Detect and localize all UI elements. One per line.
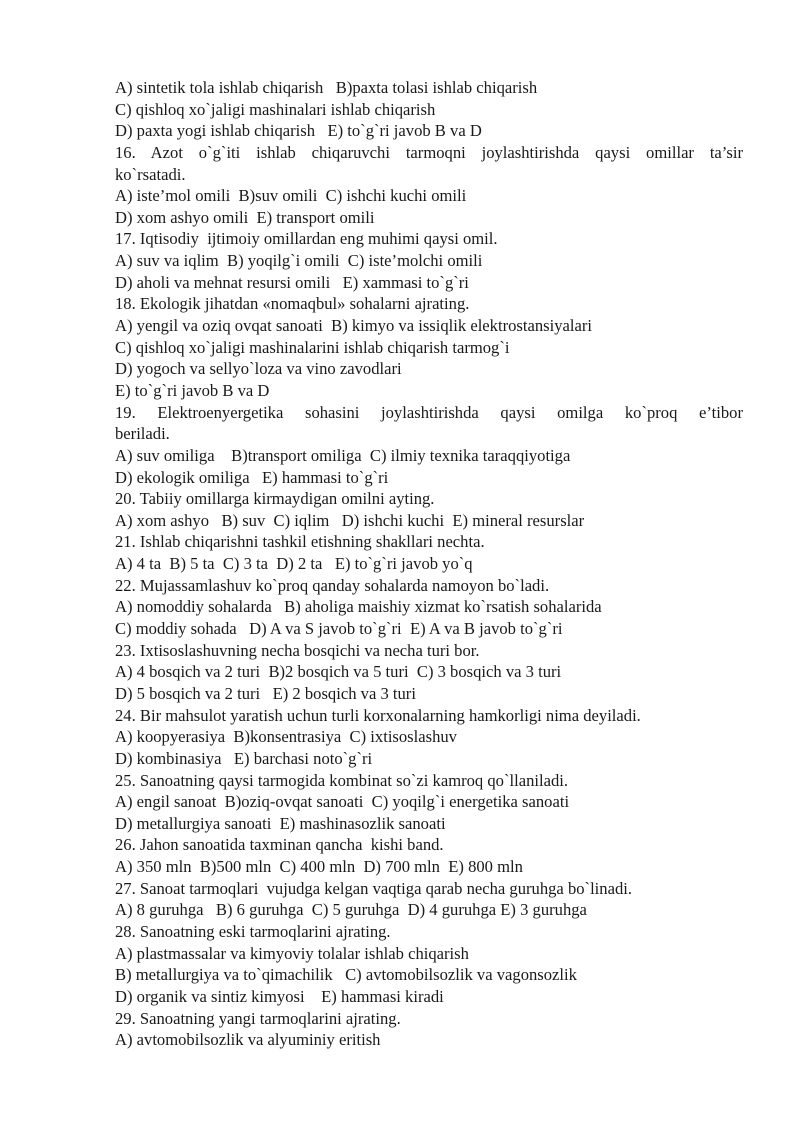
answer-options: A) iste’mol omili B)suv omili C) ishchi kuchi omili — [115, 186, 467, 206]
question-text: 28. Sanoatning eski tarmoqlarini ajrating. — [115, 921, 391, 941]
answer-options: A) avtomobilsozlik va alyuminiy eritish — [115, 1030, 381, 1050]
question-text: 22. Mujassamlashuv ko`proq qanday sohalarda namoyon bo`ladi. — [115, 575, 550, 595]
answer-options: A) xom ashyo B) suv C) iqlim D) ishchi kuchi E) mineral resurslar — [115, 510, 585, 530]
answer-options: D) kombinasiya E) barchasi noto`g`ri — [115, 748, 373, 768]
answer-options: A) 4 bosqich va 2 turi B)2 bosqich va 5 turi C) 3 bosqich va 3 turi — [115, 662, 562, 682]
answer-options: E) to`g`ri javob B va D — [115, 380, 270, 400]
text-line: ko`rsatadi. — [115, 164, 186, 184]
answer-options: A) 350 mln B)500 mln C) 400 mln D) 700 mln E) 800 mln — [115, 857, 523, 877]
answer-options: A) 8 guruhga B) 6 guruhga C) 5 guruhga D) 4 guruhga E) 3 guruhga — [115, 900, 587, 920]
answer-options: D) ekologik omiliga E) hammasi to`g`ri — [115, 467, 389, 487]
answer-options: A) suv omiliga B)transport omiliga C) ilmiy texnika taraqqiyotiga — [115, 445, 571, 465]
answer-options: D) xom ashyo omili E) transport omili — [115, 207, 375, 227]
question-text: 27. Sanoat tarmoqlari vujudga kelgan vaqtiga qarab necha guruhga bo`linadi. — [115, 878, 633, 898]
question-text: 24. Bir mahsulot yaratish uchun turli korxonalarning hamkorligi nima deyiladi. — [115, 705, 641, 725]
answer-options: C) moddiy sohada D) A va S javob to`g`ri E) A va B javob to`g`ri — [115, 619, 563, 639]
answer-options: A) 4 ta B) 5 ta C) 3 ta D) 2 ta E) to`g`ri javob yo`q — [115, 554, 473, 574]
document-page — [115, 77, 743, 1051]
question-text: 29. Sanoatning yangi tarmoqlarini ajrating. — [115, 1008, 401, 1028]
answer-options: D) organik va sintiz kimyosi E) hammasi kiradi — [115, 986, 444, 1006]
answer-options: D) paxta yogi ishlab chiqarish E) to`g`ri javob B va D — [115, 121, 482, 141]
answer-options: A) sintetik tola ishlab chiqarish B)paxta tolasi ishlab chiqarish — [115, 78, 538, 97]
answer-options: C) qishloq xo`jaligi mashinalarini ishlab chiqarish tarmog`i — [115, 337, 510, 357]
question-text: 16. Azot o`g`iti ishlab chiqaruvchi tarmoqni joylashtirishda qaysi omillar ta’sir — [115, 142, 743, 162]
question-text: 20. Tabiiy omillarga kirmaydigan omilni ayting. — [115, 489, 435, 509]
answer-options: C) qishloq xo`jaligi mashinalari ishlab chiqarish — [115, 99, 436, 119]
answer-options: D) yogoch va sellyo`loza va vino zavodlari — [115, 359, 402, 379]
answer-options: D) 5 bosqich va 2 turi E) 2 bosqich va 3 turi — [115, 683, 416, 703]
answer-options: A) plastmassalar va kimyoviy tolalar ishlab chiqarish — [115, 943, 469, 963]
answer-options: A) yengil va oziq ovqat sanoati B) kimyo va issiqlik elektrostansiyalari — [115, 316, 592, 336]
text-line: beriladi. — [115, 424, 170, 444]
question-text: 21. Ishlab chiqarishni tashkil etishning shakllari nechta. — [115, 532, 485, 552]
answer-options: D) metallurgiya sanoati E) mashinasozlik sanoati — [115, 813, 446, 833]
question-text: 25. Sanoatning qaysi tarmogida kombinat so`zi kamroq qo`llaniladi. — [115, 770, 569, 790]
answer-options: A) suv va iqlim B) yoqilg`i omili C) iste’molchi omili — [115, 251, 483, 271]
answer-options: D) aholi va mehnat resursi omili E) xammasi to`g`ri — [115, 272, 469, 292]
answer-options: A) koopyerasiya B)konsentrasiya C) ixtisoslashuv — [115, 727, 457, 747]
question-text: 19. Elektroenyergetika sohasini joylashtirishda qaysi omilga ko`proq e’tibor — [115, 402, 743, 422]
question-text: 17. Iqtisodiy ijtimoiy omillardan eng muhimi qaysi omil. — [115, 229, 498, 249]
answer-options: B) metallurgiya va to`qimachilik C) avtomobilsozlik va vagonsozlik — [115, 965, 577, 985]
question-text: 23. Ixtisoslashuvning necha bosqichi va necha turi bor. — [115, 640, 480, 660]
answer-options: A) engil sanoat B)oziq-ovqat sanoati C) yoqilg`i energetika sanoati — [115, 792, 570, 812]
answer-options: A) nomoddiy sohalarda B) aholiga maishiy xizmat ko`rsatish sohalarida — [115, 597, 602, 617]
question-text: 26. Jahon sanoatida taxminan qancha kishi band. — [115, 835, 444, 855]
question-text: 18. Ekologik jihatdan «nomaqbul» sohalarni ajrating. — [115, 294, 470, 314]
